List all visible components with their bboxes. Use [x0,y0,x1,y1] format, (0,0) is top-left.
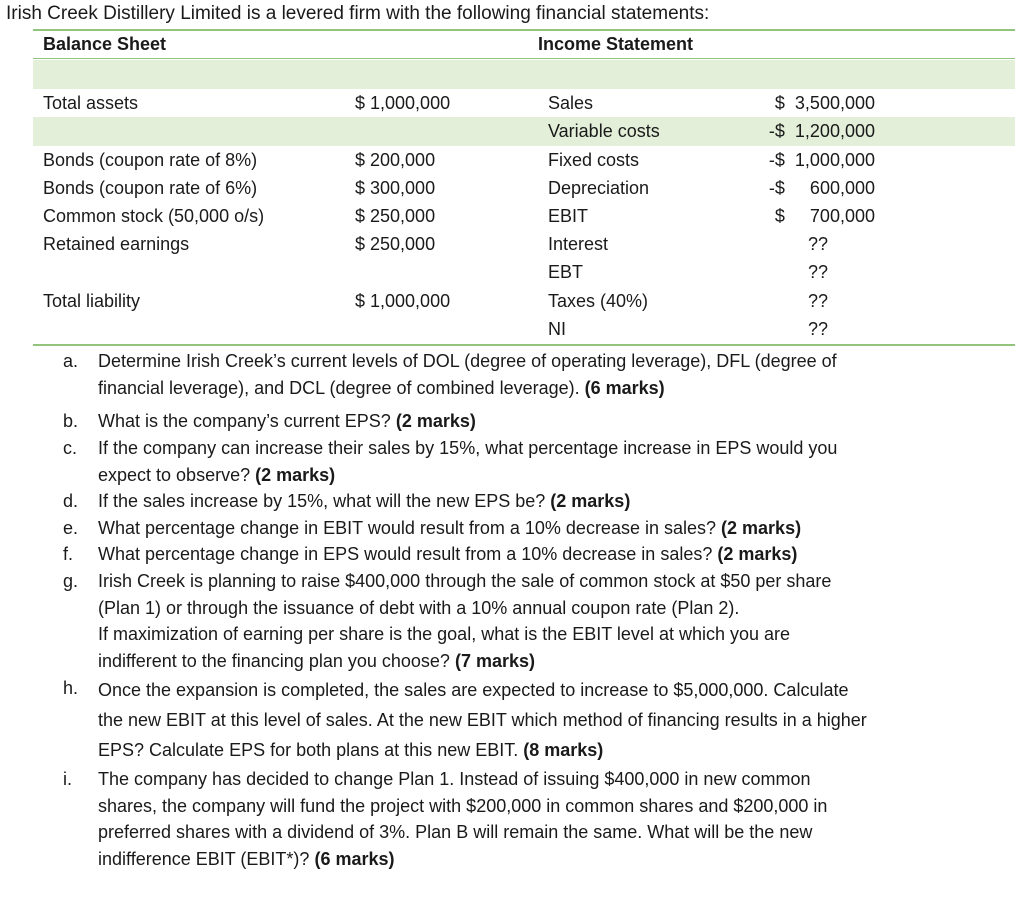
question-letter: a. [63,351,79,371]
balance-sheet-header: Balance Sheet [43,34,167,54]
is-label-ebit: EBIT [548,206,589,226]
question-marks: (8 marks) [523,740,604,760]
question-text-line: expect to observe? [98,464,251,485]
question-marks: (6 marks) [584,377,665,398]
is-label-sales: Sales [548,93,594,113]
is-value-ebt: ?? [808,262,829,282]
question-text-line: What percentage change in EPS would result from a 10% decrease in sales? [98,544,713,564]
is-label-ni: NI [548,319,566,339]
question-letter: g. [63,571,79,591]
question-letter: b. [63,411,79,431]
question-text-line: The company has decided to change Plan 1. Instead of issuing $400,000 in new common [98,769,811,789]
question-letter: c. [63,438,78,458]
is-label-variable-costs: Variable costs [548,121,660,141]
bs-label-retained-earnings: Retained earnings [43,234,190,254]
is-value-fixed-costs: -$ 1,000,000 [768,150,875,170]
bs-label-bonds-8: Bonds (coupon rate of 8%) [43,150,258,170]
question-text-line: the new EBIT at this level of sales. At the new EBIT which method of financing results in a higher [98,710,867,730]
is-value-depreciation: -$ 600,000 [768,178,875,198]
question-text-line: Determine Irish Creek’s current levels of DOL (degree of operating leverage), DFL (degree of [98,351,837,371]
question-marks: (2 marks) [717,544,798,564]
question-text-line: What percentage change in EBIT would result from a 10% decrease in sales? [98,518,717,538]
is-label-interest: Interest [548,234,609,254]
question-marks: (6 marks) [314,848,395,869]
bs-value-retained-earnings: $ 250,000 [355,234,436,254]
question-letter: e. [63,518,79,538]
question-marks: (7 marks) [454,650,535,671]
question-text-line: (Plan 1) or through the issuance of debt with a 10% annual coupon rate (Plan 2). [98,597,740,618]
is-value-variable-costs: -$ 1,200,000 [768,121,875,141]
bs-label-total-assets: Total assets [43,93,139,113]
question-marks: (2 marks) [550,491,631,511]
bs-value-bonds-6: $ 300,000 [355,178,436,198]
question-text-line: Irish Creek is planning to raise $400,000 through the sale of common stock at $50 per share [98,571,832,591]
question-letter: f. [63,544,74,564]
question-text-line: financial leverage), and DCL (degree of combined leverage). [98,377,580,398]
is-label-fixed-costs: Fixed costs [548,150,640,170]
table-bottom-rule [33,344,1015,346]
is-label-depreciation: Depreciation [548,178,650,198]
is-value-taxes: ?? [808,291,829,311]
shaded-row-band [33,60,1015,89]
question-text-line: If maximization of earning per share is the goal, what is the EBIT level at which you are [98,624,791,645]
question-text-line: indifferent to the financing plan you choose? [98,650,450,671]
question-marks: (2 marks) [255,464,336,485]
bs-label-total-liability: Total liability [43,291,141,311]
question-text-line: preferred shares with a dividend of 3%. Plan B will remain the same. What will be the new [98,822,813,843]
header-rule [33,58,1015,59]
question-text-line: shares, the company will fund the project with $200,000 in common shares and $200,000 in [98,795,828,816]
bs-value-common-stock: $ 250,000 [355,206,436,226]
bs-label-common-stock: Common stock (50,000 o/s) [43,206,265,226]
question-text-line: EPS? Calculate EPS for both plans at this new EBIT. [98,740,519,760]
is-label-taxes: Taxes (40%) [548,291,649,311]
question-text-line: What is the company’s current EPS? [98,411,391,431]
bs-label-bonds-6: Bonds (coupon rate of 6%) [43,178,258,198]
bs-value-total-assets: $ 1,000,000 [355,93,451,113]
is-label-ebt: EBT [548,262,584,282]
question-letter: h. [63,678,79,698]
is-value-ebit: $ 700,000 [774,206,875,226]
income-statement-header: Income Statement [538,34,694,54]
intro-text: Irish Creek Distillery Limited is a levered firm with the following financial statements: [6,3,710,24]
is-value-ni: ?? [808,319,829,339]
question-marks: (2 marks) [395,411,476,431]
table-top-rule [33,29,1015,31]
question-letter: i. [63,769,72,789]
question-text-line: Once the expansion is completed, the sales are expected to increase to $5,000,000. Calculate [98,680,849,700]
question-text-line: If the sales increase by 15%, what will the new EPS be? [98,491,546,511]
question-text-line: indifference EBIT (EBIT*)? [98,848,310,869]
question-letter: d. [63,491,79,511]
is-value-sales: $ 3,500,000 [774,93,875,113]
question-text-line: If the company can increase their sales by 15%, what percentage increase in EPS would you [98,438,838,458]
is-value-interest: ?? [808,234,829,254]
bs-value-bonds-8: $ 200,000 [355,150,436,170]
bs-value-total-liability: $ 1,000,000 [355,291,451,311]
question-marks: (2 marks) [721,518,802,538]
